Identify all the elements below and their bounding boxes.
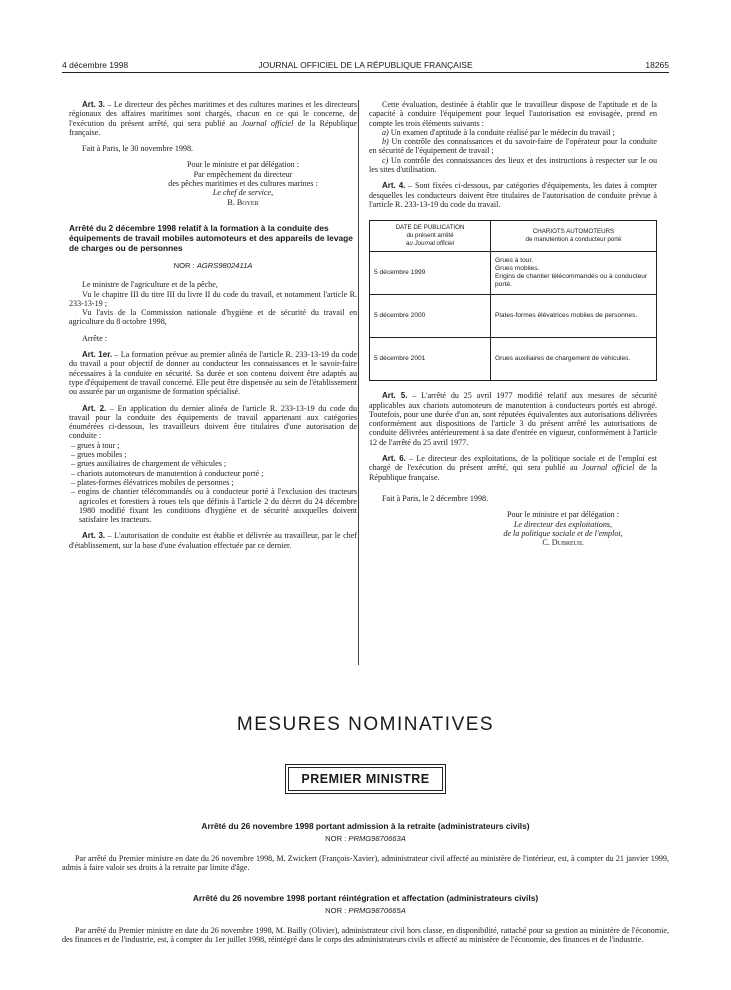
section-heading: MESURES NOMINATIVES (236, 714, 495, 735)
nomination-reintegration (62, 894, 669, 945)
table-cell-date: 5 décembre 1999 (370, 252, 491, 295)
list-item: – engins de chantier télécommandés ou à conducteur porté à l'exclusion des tracteurs agricoles et forestiers à roues tels que définis à l'article 2 du décret du 24 décembre 1980 modifié fixant les conditions d'hygiène et de sécurité auxquelles doivent satisfaire les tracteurs. (71, 487, 357, 525)
table-cell-date: 5 décembre 2000 (370, 295, 491, 338)
article-label: Art. 6. (382, 454, 406, 464)
done-at-paris: Fait à Paris, le 2 décembre 1998. (382, 493, 489, 503)
article-3b-paragraph: Art. 3. – L'autorisation de conduite est établie et délivrée au travailleur, par le chef d'établissement, sur la base d'une évaluation effectuée par ce dernier. (69, 531, 358, 550)
article-3-paragraph: Art. 3. – Le directeur des pêches maritimes et des cultures marines et les directeurs régionaux des affaires maritimes sont chargés, chacun en ce qui le concerne, de l'exécution du présent arrêté, qui sera publié au Journal officiel de la République française. (69, 100, 358, 137)
article-label: Art. 1er. (82, 350, 113, 360)
signatory-name: C. Dubreuil (542, 538, 584, 548)
table-row (370, 252, 657, 295)
nor-reference: NOR : AGRS9802411A (173, 260, 253, 270)
page-header (62, 58, 669, 73)
item-b: b) Un contrôle des connaissances et du savoir-faire de l'opérateur pour la conduite en sécurité de l'équipement de travail ; (369, 137, 657, 156)
table-header-row (370, 221, 657, 252)
decree-title: Arrêté du 26 novembre 1998 portant admission à la retraite (administrateurs civils) (201, 821, 530, 831)
list-item: – plates-formes élévatrices mobiles de personnes ; (71, 477, 234, 487)
article-label: Art. 3. (82, 531, 106, 541)
left-column (69, 100, 357, 550)
authorization-dates-table (369, 220, 657, 381)
column-header-category: CHARIOTS AUTOMOTEURS de manutention à conducteur porté (491, 221, 657, 252)
signature-block: Pour le ministre et par délégation : Par empêchement du directeur des pêches maritimes et des cultures marines : Le chef de service, B. Boyer (129, 160, 357, 206)
equipment-list (69, 441, 357, 525)
article-6-paragraph: Art. 6. – Le directeur des exploitations, de la politique sociale et de l'emploi est chargé de l'exécution du présent arrêté, qui sera publié au Journal officiel de la République française. (369, 454, 658, 482)
signatory-name: B. Boyer (227, 197, 259, 207)
article-label: Art. 4. (382, 181, 406, 191)
visa-minister: Le ministre de l'agriculture et de la pêche, (82, 280, 218, 290)
list-item: – chariots automoteurs de manutention à conducteur porté ; (71, 468, 264, 478)
arrete-line: Arrête : (82, 333, 107, 343)
right-column (369, 100, 657, 547)
visa-commission: Vu l'avis de la Commission nationale d'hygiène et de sécurité du travail en agriculture du 8 octobre 1998, (69, 308, 357, 327)
column-header-date: DATE DE PUBLICATION du présent arrêté au Journal officiel (370, 221, 491, 252)
article-5-paragraph: Art. 5. – L'arrêté du 25 avril 1977 modifié relatif aux mesures de sécurité applicables aux chariots automoteurs de manutention à conducteurs portés est abrogé. Toutefois, pour une durée d'un an, sont réputées équivalentes aux autorisations délivrées conformément aux dispositions de l'article 3 du présent arrêté les autorisations de conduite délivrées antérieurement à sa date d'entrée en vigueur, conformément à l'article 12 de l'arrêté du 25 avril 1977. (369, 391, 657, 447)
decree-text: Par arrêté du Premier ministre en date du 26 novembre 1998, M. Zwickert (François-Xavier), administrateur civil affecté au ministère de l'intérieur, est, à compter du 21 janvier 1999, admis à faire valoir ses droits à la retraite par limite d'âge. (62, 853, 669, 873)
list-item: – grues à tour ; (71, 440, 120, 450)
item-a: a) Un examen d'aptitude à la conduite réalisé par le médecin du travail ; (382, 127, 615, 137)
article-4-paragraph: Art. 4. – Sont fixées ci-dessous, par catégories d'équipements, les dates à compter desquelles les conducteurs doivent être titulaires de l'autorisation de conduite prévue à l'article R. 233-13-19 du code du travail. (369, 181, 657, 209)
table-cell-date: 5 décembre 2001 (370, 338, 491, 381)
column-divider (358, 100, 359, 665)
nor-reference: NOR : PRMG9870665A (325, 906, 406, 916)
done-at-paris: Fait à Paris, le 30 novembre 1998. (82, 144, 194, 154)
item-c: c) Un contrôle des connaissances des lieux et des instructions à respecter sur le ou les sites d'utilisation. (369, 155, 657, 175)
table-cell-equipment: Grues à tour. Grues mobiles. Engins de chantier télécommandés ou à conducteur porté. (491, 252, 657, 295)
table-cell-equipment: Plates-formes élévatrices mobiles de personnes. (491, 295, 657, 338)
header-journal-title: JOURNAL OFFICIEL DE LA RÉPUBLIQUE FRANÇAISE (258, 60, 473, 70)
nomination-retraite (62, 822, 669, 873)
article-label: Art. 2. (82, 403, 107, 413)
decree-title: Arrêté du 26 novembre 1998 portant réintégration et affectation (administrateurs civils) (192, 893, 539, 903)
header-page-number: 18265 (645, 60, 669, 70)
list-item: – grues mobiles ; (71, 450, 127, 460)
table-row (370, 295, 657, 338)
table-row (370, 338, 657, 381)
table-cell-equipment: Grues auxiliaires de chargement de véhicules. (491, 338, 657, 381)
header-date: 4 décembre 1998 (62, 60, 129, 70)
visa-code: Vu le chapitre III du titre III du livre II du code du travail, et notamment l'article R. 233-13-19 ; (69, 289, 357, 308)
evaluation-paragraph: Cette évaluation, destinée à établir que le travailleur dispose de l'aptitude et de la capacité à conduire l'équipement pour lequel l'autorisation est envisagée, prend en compte les trois éléments suivants : (369, 100, 657, 128)
article-1-paragraph: Art. 1er. – La formation prévue au premier alinéa de l'article R. 233-13-19 du code du travail a pour objectif de donner au conducteur les connaissances et le savoir-faire nécessaires à la conduite en sécurité. Sa durée et son contenu doivent être adaptés au type d'équipement de travail concerné. Elle peut être dispensée au sein de l'établissement ou assurée par un organisme de formation spécialisé. (69, 350, 357, 397)
article-label: Art. 3. (82, 100, 106, 109)
decree-title: Arrêté du 2 décembre 1998 relatif à la formation à la conduite des équipements de travail mobiles automoteurs et des appareils de levage de charges ou de personnes (69, 222, 353, 253)
ministry-box: PREMIER MINISTRE (288, 767, 442, 791)
nor-reference: NOR : PRMG9870663A (325, 834, 406, 844)
decree-text: Par arrêté du Premier ministre en date du 26 novembre 1998, M. Bailly (Olivier), administrateur civil hors classe, en disponibilité, rattaché pour sa gestion au ministère de l'économie, des finances et de l'industrie, est, à compter du 1er juillet 1998, réintégré dans le corps des administrateurs civils et affecté au ministère de l'économie, des finances et de l'industrie. (62, 925, 669, 945)
list-item: – grues auxiliaires de chargement de véhicules ; (71, 459, 227, 469)
article-2-paragraph: Art. 2. – En application du dernier alinéa de l'article R. 233-13-19 du code du travail pour la conduite des équipements de travail appartenant aux catégories énumérées ci-dessous, les travailleurs doivent être titulaires d'une autorisation de conduite : (69, 403, 357, 441)
signature-block: Pour le ministre et par délégation : Le directeur des exploitations, de la politique sociale et de l'emploi, C. Dubreuil (469, 510, 657, 547)
article-label: Art. 5. (382, 391, 408, 401)
